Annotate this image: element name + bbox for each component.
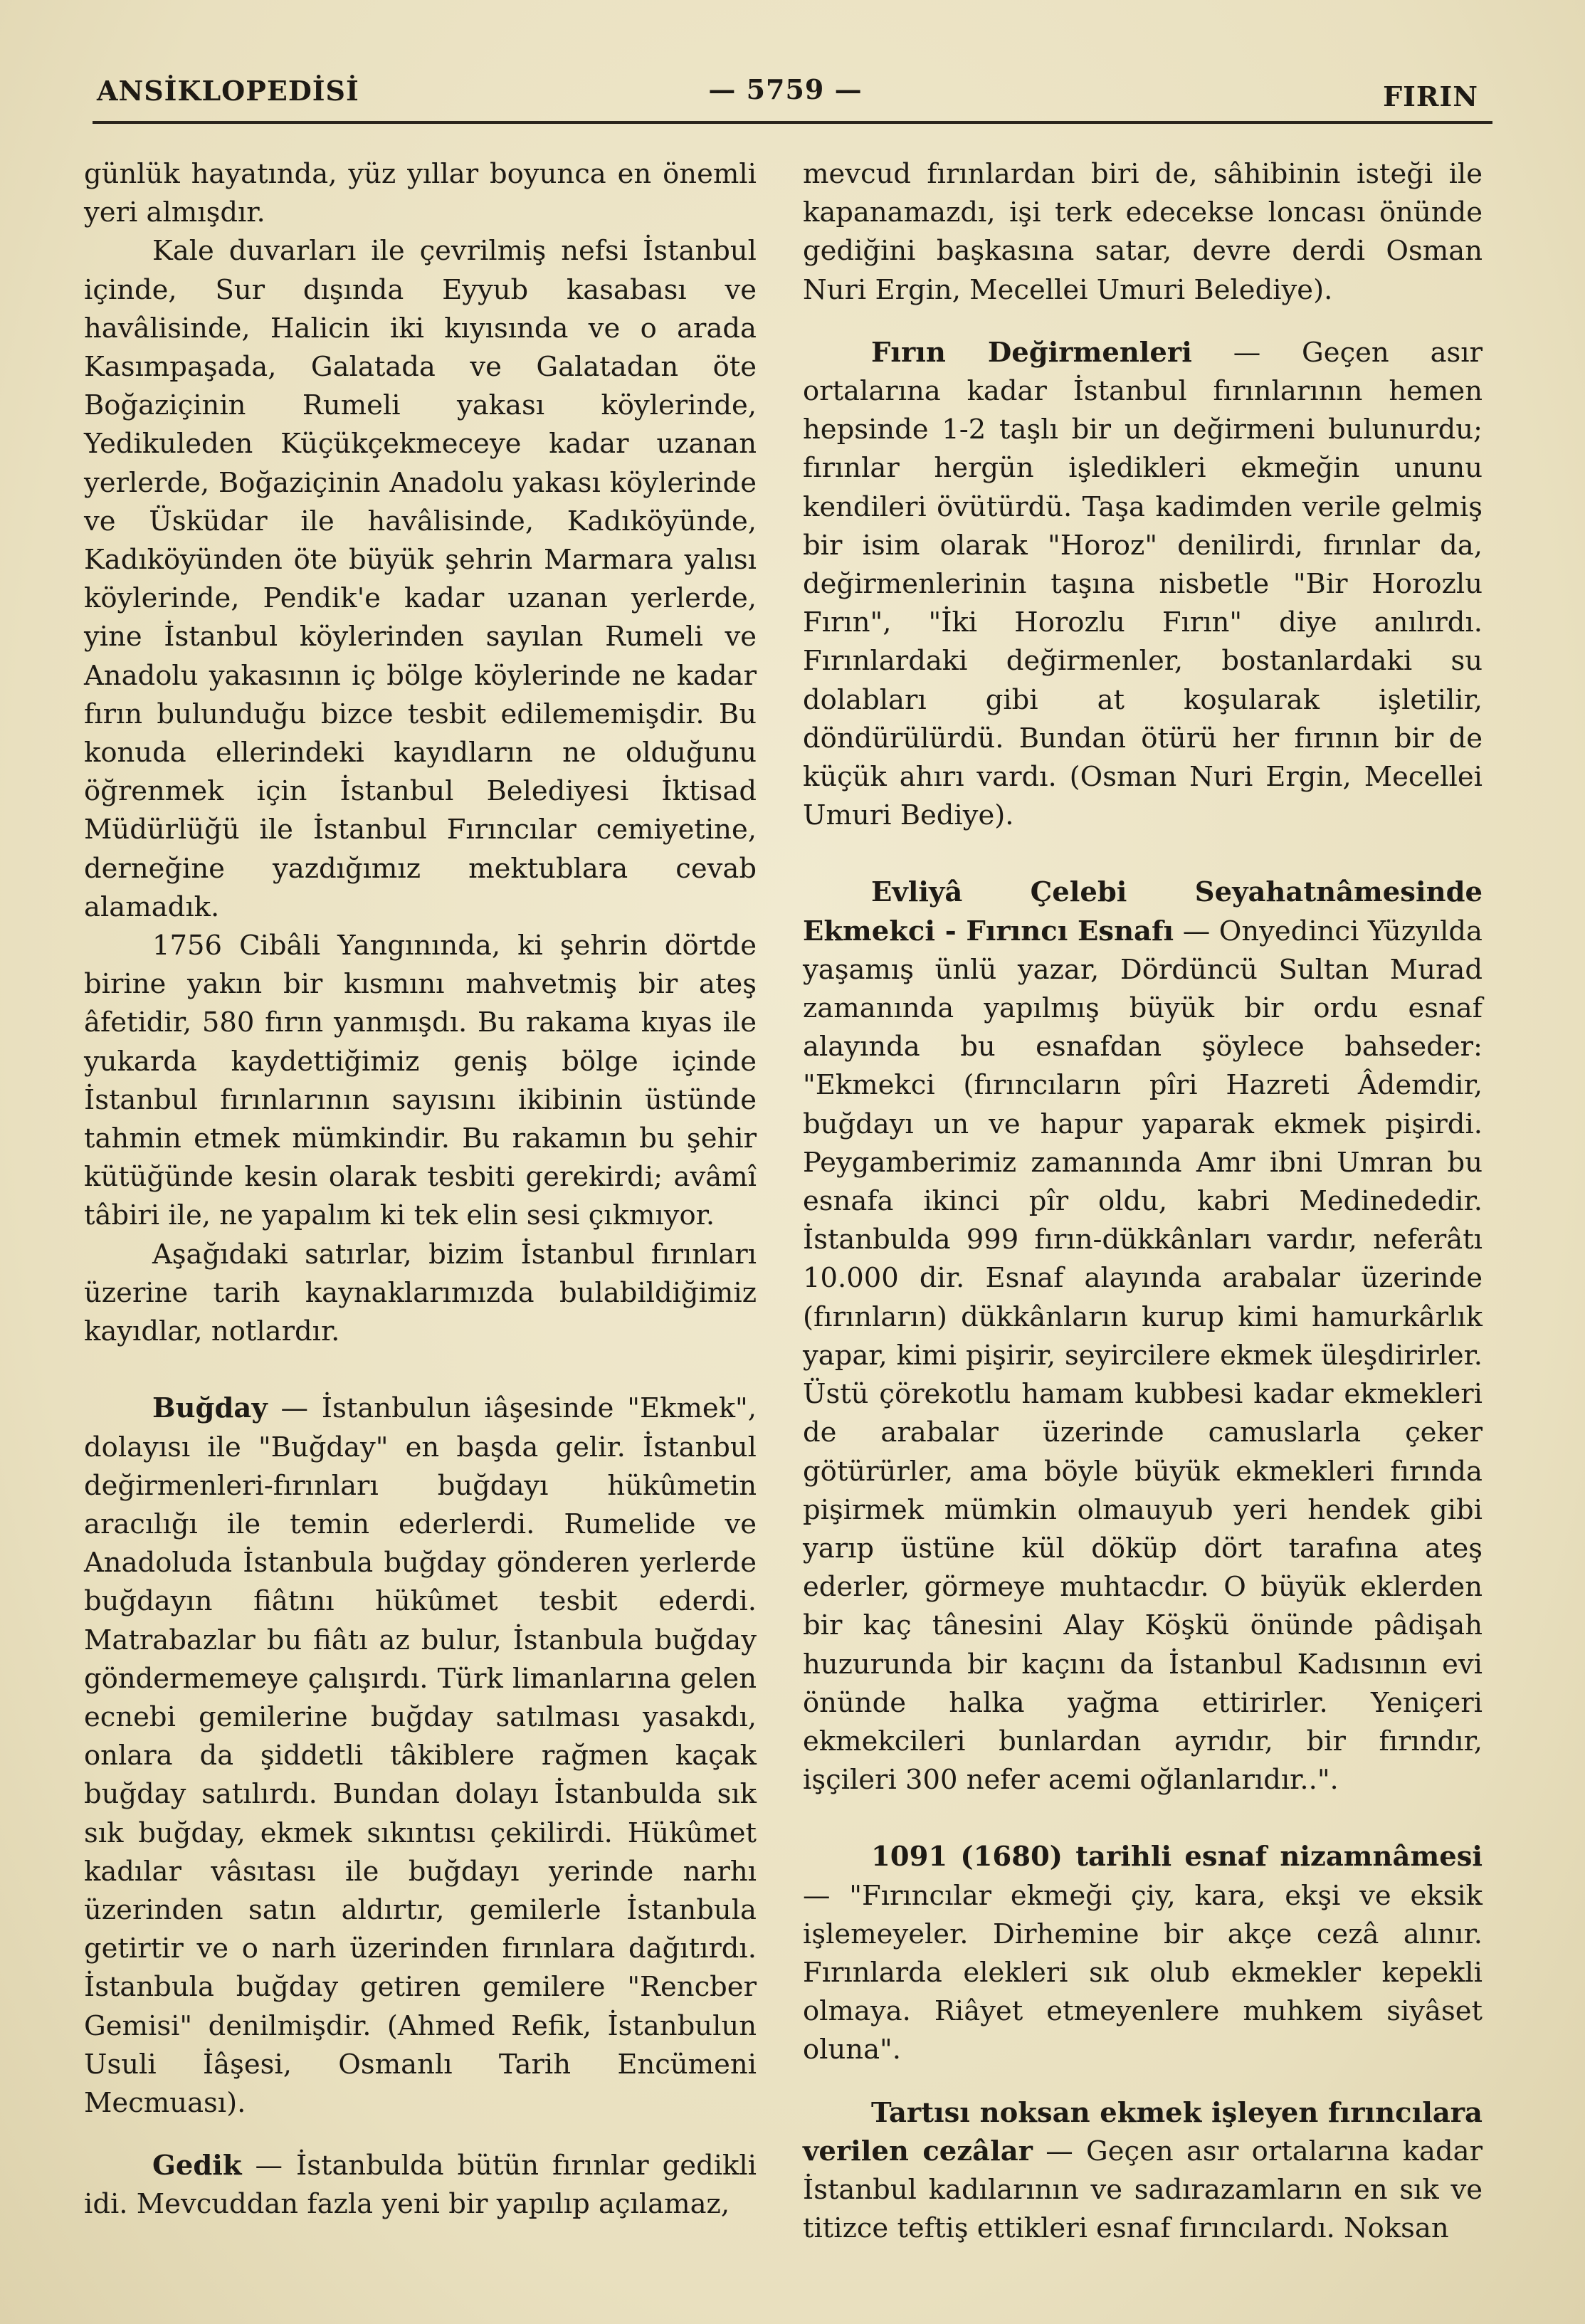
section-body: — İstanbulun iâşesinde "Ekmek", dolayısı ile "Buğday" en başda gelir. İstanbul değirmenleri-fırınları buğdayı hükûmetin aracılığı ile temin ederlerdi. Rumelide ve Anadoluda İstanbula buğday gönderen yerlerde buğdayın fiâtını hükûmet tesbit ederdi. Matrabazlar bu fiâtı az bulur, İstanbula buğday göndermemeye çalışırdı. Türk limanlarına gelen ecnebi gemilerine buğday satılması yasakdı, onlara da şiddetli tâkiblere rağmen kaçak buğday satılırdı. Bundan dolayı İstanbulda sık sık buğday, ekmek sıkıntısı çekilirdi. Hükûmet kadılar vâsıtası ile buğdayı yerinde narhı üzerinden satın aldırtır, gemilerle İstanbula getirtir ve o narh üzerinden fırınlara dağıtırdı. İstanbula buğday getiren gemilere "Rencber Gemisi" denilmişdir. (Ahmed Refik, İstanbulun Usuli İâşesi, Osmanlı Tarih Encümeni Mecmuası).: [84, 1392, 757, 2119]
section-evliya-celebi: [803, 873, 1483, 1799]
header-entry-title: FIRIN: [1383, 80, 1478, 112]
header-rule: [93, 121, 1492, 124]
left-column: [84, 155, 757, 2224]
section-bugday: [84, 1389, 757, 2123]
section-heading: 1091 (1680) tarihli esnaf nizamnâmesi: [871, 1841, 1483, 1873]
page-number: — 5759 —: [708, 73, 863, 105]
running-header: [93, 68, 1478, 117]
paragraph: Aşağıdaki satırlar, bizim İstanbul fırınları üzerine tarih kaynaklarımızda bulabildiğimiz kayıdlar, notlardır.: [84, 1238, 757, 1348]
section-body: — Geçen asır ortalarına kadar İstanbul kadılarının ve sadırazamların en sık ve titizce teftiş ettikleri esnaf fırıncılardı. Noksan: [803, 2135, 1483, 2245]
section-gedik: [84, 2147, 757, 2224]
right-column: [803, 155, 1483, 2248]
paragraph: günlük hayatında, yüz yıllar boyunca en önemli yeri almışdır.: [84, 158, 757, 229]
section-body: — "Fırıncılar ekmeği çiy, kara, ekşi ve eksik işlemeyeler. Dirhemine bir akçe cezâ alınır. Fırınlarda elekleri sık olub ekmekler kepekli olmaya. Riâyet etmeyenlere muhkem siyâset oluna".: [803, 1879, 1483, 2066]
section-heading: Tartısı noksan ekmek işleyen fırıncılara verilen cezâlar: [803, 2096, 1483, 2167]
section-heading: Fırın Değirmenleri: [871, 336, 1192, 369]
paragraph: 1756 Cibâli Yangınında, ki şehrin dörtde birine yakın bir kısmını mahvetmiş bir ateş âfetidir, 580 fırın yanmışdı. Bu rakama kıyas ile yukarda kaydettiğimiz geniş bölge içinde İstanbul fırınlarının sayısını ikibinin üstünde tahmin etmek mümkindir. Bu rakamın bu şehir kütüğünde kesin olarak tesbiti gerekirdi; avâmî tâbiri ile, ne yapalım ki tek elin sesi çıkmıyor.: [84, 930, 757, 1232]
section-cezalar: [803, 2094, 1483, 2249]
section-firin-degirmenleri: [803, 334, 1483, 836]
paragraph: mevcud fırınlardan biri de, sâhibinin isteği ile kapanamazdı, işi terk edecekse loncası önünde gediğini başkasına satar, devre derdi Osman Nuri Ergin, Mecellei Umuri Belediye).: [803, 158, 1483, 306]
section-body: — Onyedinci Yüzyılda yaşamış ünlü yazar, Dördüncü Sultan Murad zamanında yapılmış büyük bir ordu esnaf alayında bu esnafdan şöylece bahseder: "Ekmekci (fırıncıların pîri Hazreti Âdemdir, buğdayı un ve hapur yaparak ekmek pişirdi. Peygamberimiz zamanında Amr ibni Umran bu esnafa ikinci pîr oldu, kabri Medinededir. İstanbulda 999 fırın-dükkânları vardır, neferâtı 10.000 dir. Esnaf alayında arabalar üzerinde (fırınların) dükkânların kurup kimi hamurkârlık yapar, kimi pişirir, seyircilere ekmek üleşdirirler. Üstü çörekotlu hamam kubbesi kadar ekmekleri de arabalar üzerinde camuslarla çeker götürürler, ama böyle büyük ekmekleri fırında pişirmek mümkin olmauyub yeri hendek gibi yarıp üstüne kül döküp dört tarafına ateş ederler, görmeye muhtacdır. O büyük eklerden bir kaç tânesini Alay Köşkü önünde pâdişah huzurunda bir kaçını da İstanbul Kadısının evi önünde halka yağma ettirirler. Yeniçeri ekmekcileri bunlardan ayrıdır, bir fırındır, işçileri 300 nefer acemi oğlanlarıdır..".: [803, 915, 1483, 1797]
section-heading: Evliyâ Çelebi Seyahatnâmesinde Ekmekci - Fırıncı Esnafı: [803, 876, 1483, 947]
header-encyclopedia-title: ANSİKLOPEDİSİ: [97, 75, 359, 107]
section-heading: Buğday: [152, 1392, 268, 1425]
section-body: — Geçen asır ortalarına kadar İstanbul fırınlarının hemen hepsinde 1-2 taşlı bir un değirmeni bulunurdu; fırınlar hergün işledikleri ekmeğin ununu kendileri övütürdü. Taşa kadimden verile gelmiş bir isim olarak "Horoz" denilirdi, fırınlar da, değirmenlerinin taşına nisbetle "Bir Horozlu Fırın", "İki Horozlu Fırın" diye anılırdı. Fırınlardaki değirmenler, bostanlardaki su dolabları gibi at koşularak işletilir, döndürülürdü. Bundan ötürü her fırının bir de küçük ahırı vardı. (Osman Nuri Ergin, Mecellei Umuri Bediye).: [803, 336, 1483, 832]
section-heading: Gedik: [152, 2150, 242, 2182]
section-esnaf-nizamnamesi: [803, 1838, 1483, 2069]
paragraph: Kale duvarları ile çevrilmiş nefsi İstanbul içinde, Sur dışında Eyyub kasabası ve havâlisinde, Halicin iki kıyısında ve o arada Kasımpaşada, Galatada ve Galatadan öte Boğaziçinin Rumeli yakası köylerinde, Yedikuleden Küçükçekmeceye kadar uzanan yerlerde, Boğaziçinin Anadolu yakası köylerinde ve Üsküdar ile havâlisinde, Kadıköyünde, Kadıköyünden öte büyük şehrin Marmara yalısı köylerinde, Pendik'e kadar uzanan yerlerde, yine İstanbul köylerinden sayılan Rumeli ve Anadolu yakasının iç bölge köylerinde ne kadar fırın bulunduğu bizce tesbit edilememişdir. Bu konuda ellerindeki kayıdların ne olduğunu öğrenmek için İstanbul Belediyesi İktisad Müdürlüğü ile İstanbul Fırıncılar cemiyetine, derneğine yazdığımız mektublara cevab alamadık.: [84, 235, 757, 923]
section-body: — İstanbulda bütün fırınlar gedikli idi. Mevcuddan fazla yeni bir yapılıp açılamaz,: [84, 2150, 757, 2221]
